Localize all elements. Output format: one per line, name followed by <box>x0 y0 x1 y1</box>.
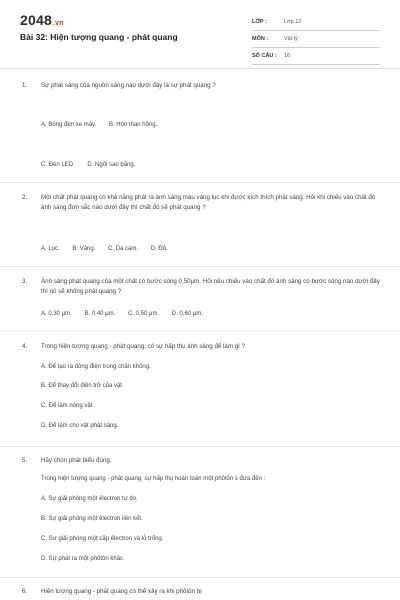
option-b[interactable]: B. Hòn than hồng. <box>108 122 158 128</box>
option-d[interactable]: D. 0,60 μm. <box>171 311 203 317</box>
meta-subject-value: Vật lý <box>284 36 298 42</box>
meta-class-label: LỚP : <box>252 19 267 25</box>
option-a[interactable]: A. Bóng đèn xe máy. <box>41 122 97 128</box>
meta-subject-label: MÔN : <box>252 36 269 42</box>
question-1-options-row-1 <box>41 122 168 128</box>
option-a[interactable]: A. 0,30 μm. <box>41 311 72 317</box>
worksheet-meta <box>252 14 380 65</box>
question-separator <box>0 182 400 183</box>
question-number: 5. <box>22 457 28 464</box>
question-4 <box>22 342 382 352</box>
question-2-options <box>41 246 179 252</box>
question-5 <box>22 456 382 466</box>
question-separator <box>0 446 400 447</box>
question-text: Trong hiện tượng quang - phát quang, có sự hấp thụ ánh sáng để làm gì ? <box>41 343 246 350</box>
option-d[interactable]: D. Sự phát ra một phôtôn khác <box>41 556 124 562</box>
question-text: Ánh sáng phát quang của một chất có bước sóng 0,50μm. Hỏi nếu chiếu vào chất đó ánh sáng có bước sóng nào dưới đây thì nó sẽ không phát quang ? <box>41 278 380 295</box>
page-title: Bài 32: Hiện tượng quang - phát quang <box>20 32 178 42</box>
option-c[interactable]: C. Để làm nóng vật. <box>41 403 95 409</box>
question-number: 3. <box>22 278 28 285</box>
option-a[interactable]: A. Để tạo ra dòng điện trong chân không. <box>41 364 151 370</box>
question-text: Hãy chọn phát biểu đúng. <box>41 457 112 464</box>
question-3 <box>22 277 382 297</box>
site-logo[interactable] <box>20 12 64 28</box>
meta-row-subject <box>252 31 380 48</box>
meta-count-value: 16 <box>284 53 291 59</box>
question-text: Hiện tượng quang - phát quang có thể xảy ra khi phôtôn bị <box>41 588 202 595</box>
question-separator <box>0 266 400 267</box>
option-c[interactable]: C. Sự giải phóng một cặp êlectron và lỗ trống. <box>41 536 164 542</box>
option-b[interactable]: B. Sự giải phóng một êlectron liên kết. <box>41 516 143 522</box>
option-b[interactable]: B. Để thay đổi điện trở của vật <box>41 383 122 389</box>
question-1 <box>22 81 382 91</box>
question-3-options <box>41 311 214 317</box>
question-6 <box>22 587 382 597</box>
question-text: Sự phát sáng của nguồn sáng nào dưới đây là sự phát quang ? <box>41 82 216 89</box>
question-number: 2. <box>22 194 28 201</box>
question-5-stem: Trong hiện tượng quang - phát quang, sự hấp thụ hoàn toàn một phôtôn s đưa đến : <box>41 476 266 482</box>
option-b[interactable]: B. Vàng. <box>72 246 96 252</box>
question-text: Một chất phát quang có khả năng phát ra ánh sáng màu vàng lục khi được kích thích phát sáng. Hỏi khi chiếu vào chất đó ánh sáng đơn sắc nào dưới đây thì chất đó sẽ phát quang ? <box>41 194 376 211</box>
option-b[interactable]: B. 0,40 μm. <box>84 311 116 317</box>
meta-class-value: Lớp 12 <box>284 19 302 25</box>
question-separator <box>0 577 400 578</box>
meta-row-count <box>252 48 380 65</box>
option-d[interactable]: D. Để làm cho vật phát sáng. <box>41 423 119 429</box>
option-c[interactable]: C. Da cam. <box>108 246 139 252</box>
option-c[interactable]: C. Đèn LED. <box>41 162 75 168</box>
option-a[interactable]: A. Lục. <box>41 246 60 252</box>
header-divider <box>0 68 400 69</box>
question-number: 1. <box>22 82 28 89</box>
question-number: 6. <box>22 588 28 595</box>
option-d[interactable]: D. Đỏ. <box>150 246 168 252</box>
meta-row-class <box>252 14 380 31</box>
meta-count-label: SỐ CÂU : <box>252 53 277 59</box>
question-1-options-row-2 <box>41 162 146 168</box>
question-separator <box>0 331 400 332</box>
logo-text: 2048 <box>20 12 52 28</box>
option-d[interactable]: D. Ngôi sao băng. <box>87 162 136 168</box>
logo-suffix: .vn <box>52 20 64 27</box>
option-c[interactable]: C. 0,50 μm. <box>127 311 160 317</box>
question-number: 4. <box>22 343 28 350</box>
question-2 <box>22 193 382 213</box>
option-a[interactable]: A. Sự giải phóng một êlectron tự do. <box>41 496 138 502</box>
